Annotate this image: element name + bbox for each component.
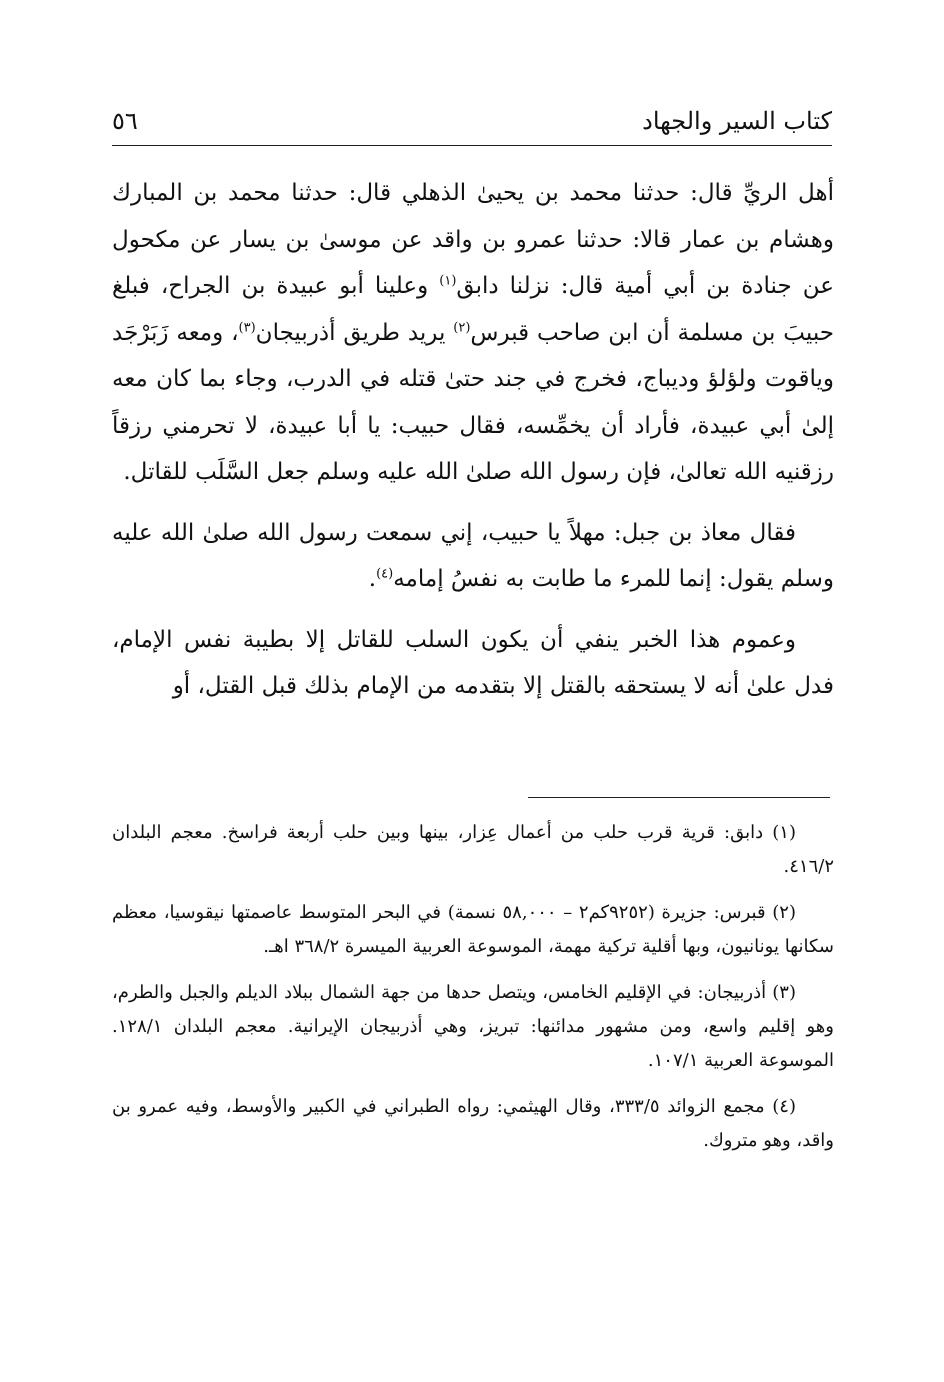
header-book-title: كتاب السير والجهاد: [642, 107, 832, 135]
paragraph-2: [112, 510, 834, 603]
footnote-ref-1: (١): [439, 273, 457, 289]
paragraph-text: أهل الريِّ قال: حدثنا محمد بن يحيىٰ الذهلي قال: حدثنا محمد بن المبارك وهشام بن عمار قالا: حدثنا عمرو بن واقد عن موسىٰ بن يسار عن مكحول عن جنادة بن أبي أمية قال: نزلنا دابق: [112, 180, 834, 299]
header-divider: [112, 145, 832, 146]
footnote-3: (٣) أذربيجان: في الإقليم الخامس، ويتصل حدها من جهة الشمال ببلاد الديلم والجبل والطرم، وهو إقليم واسع، ومن مشهور مدائنها: تبريز، وهي أذربيجان الإيرانية. معجم البلدان ١٢٨/١. الموسوعة العربية ١٠٧/١.: [112, 982, 834, 1071]
paragraph-1: [112, 170, 834, 496]
paragraph-text: ، ومعه زَبَرْجَد وياقوت ولؤلؤ وديباج، فخرج في جند حتىٰ قتله في الدرب، وجاء بما كان معه إلىٰ أبي عبيدة، فأراد أن يخمِّسه، فقال حبيب: يا أبا عبيدة، لا تحرمني رزقاً رزقنيه الله تعالىٰ، فإن رسول الله صلىٰ الله عليه وسلم جعل السَّلَب للقاتل.: [112, 319, 834, 485]
paragraph-text: فقال معاذ بن جبل: مهلاً يا حبيب، إني سمعت رسول الله صلىٰ الله عليه وسلم يقول: إنما للمرء ما طابت به نفسُ إمامه: [112, 519, 834, 592]
header-page-number: ٥٦: [112, 107, 138, 135]
main-text: [112, 170, 834, 724]
paragraph-3: [112, 617, 834, 710]
paragraph-text: وعموم هذا الخبر ينفي أن يكون السلب للقاتل إلا بطيبة نفس الإمام، فدل علىٰ أنه لا يستحقه بالقتل إلا بتقدمه من الإمام بذلك قبل القتل، أو: [112, 626, 834, 699]
footnote-2: (٢) قبرس: جزيرة (٩٢٥٢كم٢ – ٥٨,٠٠٠ نسمة) في البحر المتوسط عاصمتها نيقوسيا، معظم سكانها يونانيون، وبها أقلية تركية مهمة، الموسوعة العربية الميسرة ٣٦٨/٢ اهـ.: [112, 902, 834, 957]
paragraph-text: .: [368, 566, 377, 592]
footnote-ref-4: (٤): [376, 566, 394, 582]
footnotes: [112, 816, 834, 1170]
footnote-ref-2: (٢): [453, 319, 471, 335]
paragraph-text: وعلينا أبو عبيدة بن الجراح، فبلغ حبيبَ بن مسلمة أن ابن صاحب قبرس: [112, 273, 834, 346]
footnote-ref-3: (٣): [238, 319, 256, 335]
paragraph-text: يريد طريق أذربيجان: [255, 319, 454, 346]
running-header: [112, 100, 832, 142]
footnote-1: (١) دابق: قرية قرب حلب من أعمال عِزار، بينها وبين حلب أربعة فراسخ. معجم البلدان ٤١٦/٢.: [112, 822, 834, 877]
footnote-4: (٤) مجمع الزوائد ٣٣٣/٥، وقال الهيثمي: رواه الطبراني في الكبير والأوسط، وفيه عمرو بن واقد، وهو متروك.: [112, 1096, 834, 1151]
footnote-divider: [528, 797, 830, 798]
